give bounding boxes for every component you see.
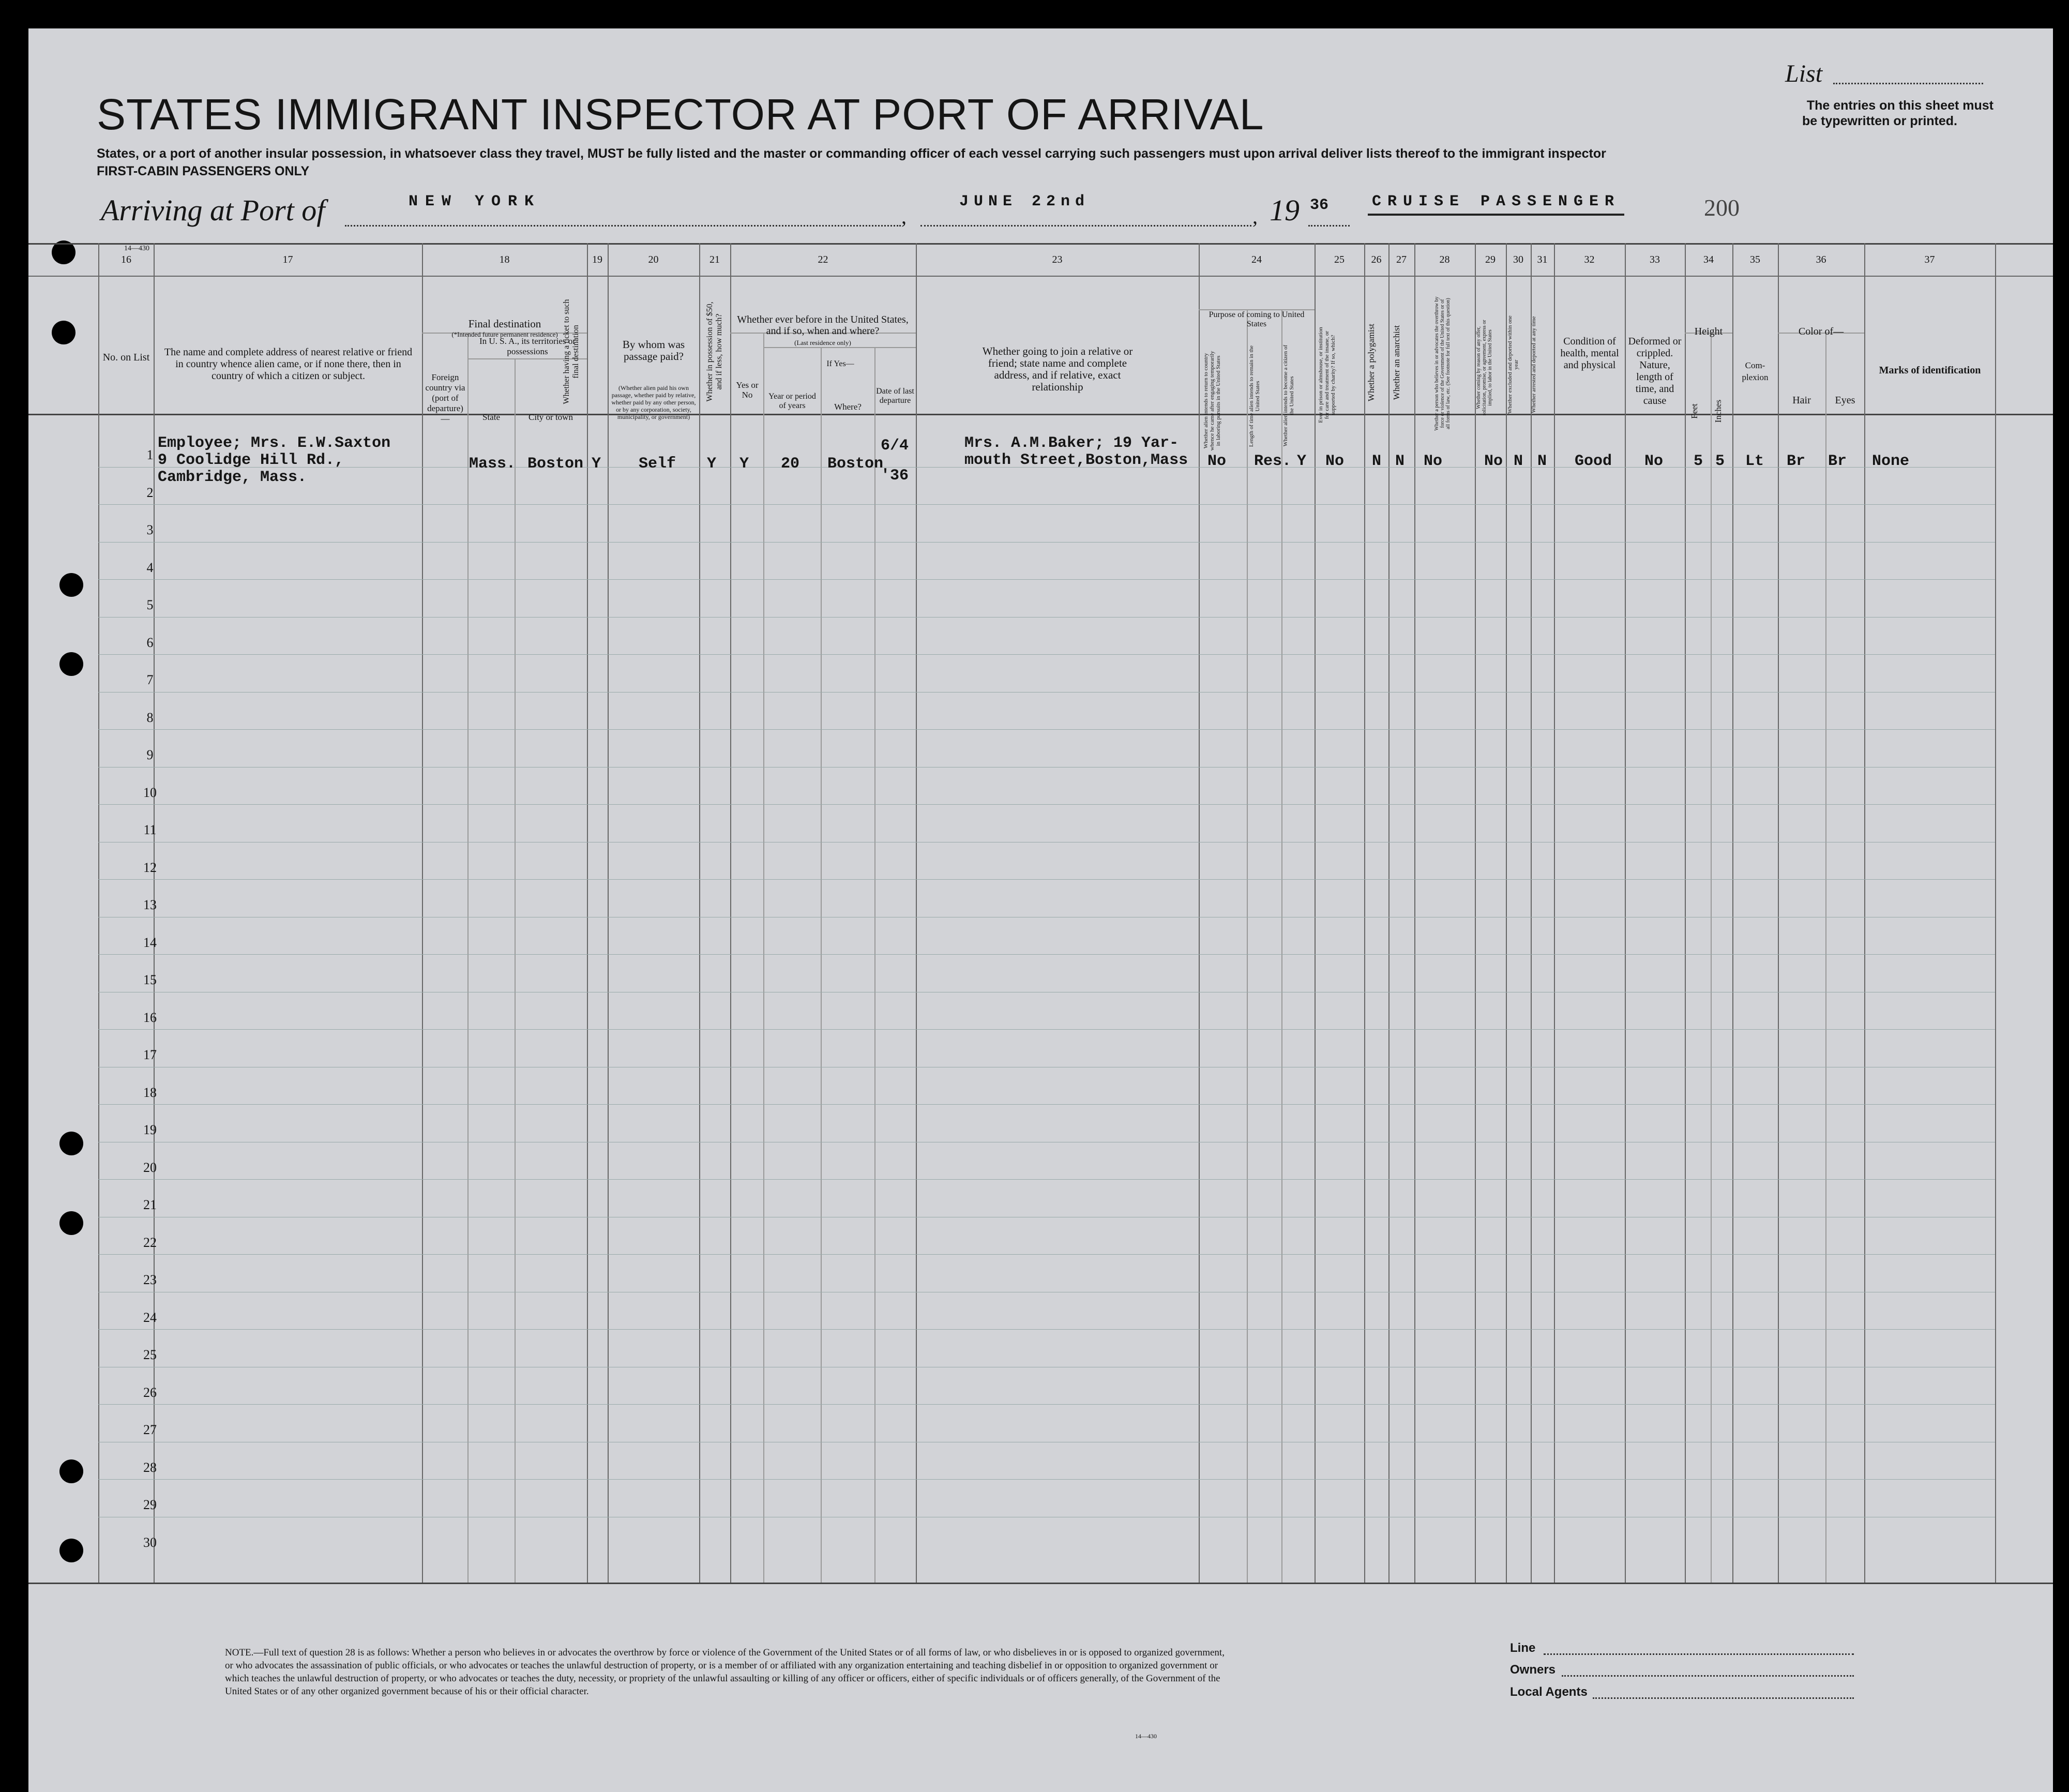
entry-relative-line2: 9 Coolidge Hill Rd.,: [158, 451, 344, 469]
col-line: [763, 334, 764, 1583]
col16-header: No. on List: [102, 352, 150, 363]
col24-return: Whether alien intends to return to country whence he came after engaging temporarily in laboring pursuits in the United States: [1203, 351, 1221, 451]
entry-purpose-return: No: [1207, 453, 1227, 470]
entry-anarchist: N: [1395, 453, 1405, 470]
entry-complexion: Lt: [1745, 453, 1764, 470]
col-number: 31: [1537, 254, 1548, 265]
col-line: [422, 243, 423, 1583]
entry-purpose-length: Res.: [1254, 453, 1292, 470]
col-line: [1864, 243, 1865, 1583]
col25-header: Ever in prison or almshouse, or institution for care and treatment of the insane, or supported by charity? If so, which?: [1318, 327, 1336, 423]
punch-hole: [52, 321, 75, 344]
row-number: 28: [143, 1459, 157, 1475]
entry-purpose-citizen: Y: [1297, 453, 1307, 470]
port-line: [345, 225, 901, 227]
col-line: [1475, 243, 1476, 1583]
col-number: 18: [499, 254, 510, 265]
row-number: 7: [146, 672, 154, 687]
page-title: STATES IMMIGRANT INSPECTOR AT PORT OF ARRIVAL: [97, 90, 1264, 139]
table-bottom-border: [28, 1583, 2053, 1584]
row-rule: [98, 617, 1995, 618]
col-number: 29: [1485, 254, 1496, 265]
year-value: 36: [1310, 197, 1329, 214]
col-number: 32: [1584, 254, 1595, 265]
col-number: 36: [1816, 254, 1826, 265]
col-number: 20: [648, 254, 659, 265]
col37-header: Marks of identification: [1879, 365, 1981, 376]
row-number: 5: [146, 597, 154, 612]
entry-possession-50: Y: [707, 455, 717, 473]
col27-header: Whether an anarchist: [1392, 325, 1401, 400]
col19-header: Whether having a ticket to such final destination: [562, 299, 580, 404]
row-number: 16: [143, 1010, 157, 1025]
entry-hair: Br: [1787, 453, 1806, 470]
col-number: 24: [1251, 254, 1262, 265]
col-line: [608, 243, 609, 1583]
row-number: 21: [143, 1197, 157, 1212]
port-value: NEW YORK: [409, 193, 541, 210]
row-number: 26: [143, 1384, 157, 1400]
manifest-sheet: [28, 28, 2053, 1792]
entry-ticket: Y: [592, 455, 601, 473]
row-rule: [98, 1329, 1995, 1330]
col22-ifyes: If Yes—: [826, 359, 854, 368]
row-rule: [98, 804, 1995, 805]
col-line: [1414, 243, 1415, 1583]
entry-feet: 5: [1694, 453, 1703, 470]
comma: ,: [901, 205, 907, 228]
col22-where: Where?: [834, 402, 862, 412]
first-cabin-label: FIRST-CABIN PASSENGERS ONLY: [97, 164, 310, 178]
row-number: 11: [143, 822, 157, 837]
year-line: [1308, 225, 1350, 227]
row-rule: [98, 1104, 1995, 1105]
col-line: [1554, 243, 1555, 1583]
col33-header: Deformed or crippled. Nature, length of time, and cause: [1628, 336, 1682, 406]
row-number: 17: [143, 1047, 157, 1062]
row-rule: [98, 1254, 1995, 1255]
col31-header: Whether arrested and deported at any time: [1531, 316, 1537, 413]
row-number: 3: [146, 522, 154, 537]
entry-prison: No: [1325, 453, 1345, 470]
col18-state: State: [482, 412, 500, 422]
col-line: [874, 348, 875, 1583]
col34-feet: Feet: [1689, 403, 1699, 419]
year-prefix: 19: [1270, 193, 1300, 227]
table-top-border: [28, 243, 2053, 245]
entry-joining-line1: Mrs. A.M.Baker; 19 Yar-: [964, 434, 1179, 452]
col17-header: The name and complete address of nearest relative or friend in country whence alien came, or if none there, then in country of which a citizen or subject.: [164, 347, 413, 382]
col-number: 26: [1371, 254, 1382, 265]
row-number: 29: [143, 1497, 157, 1512]
row-number: 22: [143, 1234, 157, 1250]
col-line: [699, 243, 700, 1583]
date-line: [920, 225, 1251, 227]
col22-period: Year or period of years: [768, 392, 816, 410]
col-number: 34: [1703, 254, 1714, 265]
row-rule: [98, 1179, 1995, 1180]
col-number: 21: [709, 254, 720, 265]
entry-offer: No: [1484, 453, 1503, 470]
row-number: 9: [146, 747, 154, 762]
row-rule: [98, 654, 1995, 655]
entry-polygamist: N: [1372, 453, 1382, 470]
footer-form-code: 14—430: [1135, 1733, 1157, 1740]
col-line: [1506, 243, 1507, 1583]
col32-header: Condition of health, mental and physical: [1560, 336, 1619, 371]
col18-title: Final destination: [468, 318, 541, 330]
col24-length: Length of time alien intends to remain in the United States: [1248, 345, 1261, 447]
col-line: [821, 348, 822, 1583]
col-line: [1199, 243, 1200, 1583]
col-line: [1364, 243, 1365, 1583]
col30-header: Whether excluded and deported within one year: [1507, 315, 1519, 414]
row-number: 24: [143, 1309, 157, 1325]
page-subtitle: States, or a port of another insular possession, in whatsoever class they travel, MUST be fully listed and the master or commanding officer of each vessel carrying such passengers must upon arrival deliver lists thereof to the immigrant inspector: [97, 146, 1606, 161]
row-number: 10: [143, 785, 157, 800]
entry-arrested: N: [1537, 453, 1547, 470]
entry-city: Boston: [527, 455, 584, 473]
line-label: Line: [1510, 1641, 1536, 1655]
local-agents-field: [1593, 1697, 1854, 1699]
col-line: [1247, 310, 1248, 1583]
col23-header: Whether going to join a relative or friend; state name and complete address, and if relative, exact relationship: [982, 345, 1133, 393]
col-line: [730, 243, 731, 1583]
row-rule: [98, 879, 1995, 880]
col-line: [1778, 243, 1779, 1583]
col-number: 25: [1334, 254, 1345, 265]
col35-header: Com-plexion: [1742, 360, 1769, 382]
punch-hole: [59, 1459, 83, 1483]
col-number: 27: [1396, 254, 1407, 265]
col18-city: City or town: [528, 412, 573, 422]
col24-citizen: Whether alien intends to become a citizen of the United States: [1282, 344, 1295, 447]
col-line: [1315, 243, 1316, 1583]
entry-inches: 5: [1715, 453, 1725, 470]
col-number: 17: [282, 254, 293, 265]
row-rule: [98, 1029, 1995, 1030]
row-rule: [98, 729, 1995, 730]
col18-usa: In U. S. A., its territories or possessions: [479, 336, 576, 356]
col-line: [1388, 243, 1390, 1583]
col29-header: Whether coming by reason of any offer, solicitation, promise, or agreement, express or implied, to labor in the United States: [1476, 320, 1493, 416]
entry-joining-line2: mouth Street,Boston,Mass: [964, 451, 1188, 469]
list-number-line: [1833, 83, 1983, 84]
row-number: 30: [143, 1534, 157, 1550]
entry-period: 20: [781, 455, 800, 473]
col-number: 28: [1439, 254, 1450, 265]
colnum-border: [28, 276, 2053, 277]
col-number: 22: [818, 254, 828, 265]
row-number: 12: [143, 860, 157, 875]
entry-before-yes-no: Y: [739, 455, 749, 473]
entry-last-departure-1: 6/4: [881, 437, 909, 455]
col-number: 19: [592, 254, 602, 265]
col36-hair: Hair: [1792, 395, 1811, 406]
comma: ,: [1252, 205, 1258, 228]
entry-paid-by: Self: [639, 455, 676, 473]
punch-hole: [59, 1539, 83, 1562]
entry-where: Boston: [827, 455, 884, 473]
col18-note: (*Intended future permanent residence): [451, 330, 558, 338]
entry-last-departure-2: '36: [881, 467, 909, 485]
col-line: [587, 243, 588, 1583]
row-rule: [98, 954, 1995, 955]
entry-eyes: Br: [1828, 453, 1847, 470]
col20-title: By whom was passage paid?: [622, 338, 685, 363]
col20-note: (Whether alien paid his own passage, whether paid by relative, whether paid by any other person, or by any corporation, society, municipality, or government): [611, 384, 696, 420]
col-line: [98, 243, 99, 1583]
row-number: 1: [146, 447, 154, 462]
form-code: 14—430: [124, 245, 149, 252]
line-field: [1544, 1653, 1854, 1655]
entry-marks: None: [1872, 453, 1910, 470]
col-line: [1995, 243, 1996, 1583]
date-value: JUNE 22nd: [959, 193, 1090, 210]
arriving-label: Arriving at Port of: [101, 193, 325, 227]
entry-overthrow: No: [1424, 453, 1443, 470]
col21-header: Whether in possession of $50, and if less, how much?: [705, 302, 723, 402]
entry-state: Mass.: [469, 455, 516, 473]
col-line: [1281, 310, 1282, 1583]
col22-title: Whether ever before in the United States, and if so, when and where?: [737, 314, 909, 337]
col-line: [916, 243, 917, 1583]
col22-yesno: Yes or No: [736, 380, 759, 400]
punch-hole: [59, 1132, 83, 1155]
row-number: 15: [143, 972, 157, 987]
col24-title: Purpose of coming to United States: [1209, 310, 1305, 328]
owners-label: Owners: [1510, 1663, 1556, 1677]
col-line: [1625, 243, 1626, 1583]
row-number: 4: [146, 560, 154, 575]
col26-header: Whether a polygamist: [1366, 323, 1376, 402]
list-label: List: [1785, 60, 1823, 87]
header-bottom-border: [28, 414, 2053, 415]
col-line: [1711, 334, 1712, 1583]
subheader-line: [763, 347, 916, 348]
row-number: 20: [143, 1159, 157, 1175]
col-number: 23: [1052, 254, 1063, 265]
footnote: NOTE.—Full text of question 28 is as follows: Whether a person who believes in or advocates the overthrow by force or violence of the Government of the United States or of all forms of law, or who disbelieves in or is opposed to organized government, or who advocates the assassination of public officials, or who advocates or teaches the unlawful destruction of property, or is a member of or affiliated with any organization entertaining and teaching disbelief in or opposition to organized government or which teaches the unlawful destruction of property, or who advocates or teaches the duty, necessity, or propriety of the unlawful assaulting or killing of any officer or officers, either of specific individuals or of officers generally, of the Government of the United States or of any other organized government because of his or their official character.: [225, 1647, 1225, 1697]
row-number: 19: [143, 1122, 157, 1137]
local-agents-label: Local Agents: [1510, 1685, 1588, 1699]
col-line: [1825, 334, 1826, 1583]
typewritten-note-1: The entries on this sheet must: [1806, 98, 1994, 113]
col-number: 35: [1750, 254, 1760, 265]
col-number: 16: [121, 254, 131, 265]
entry-relative-line3: Cambridge, Mass.: [158, 469, 307, 486]
row-number: 2: [146, 485, 154, 500]
punch-hole: [59, 652, 83, 676]
col18-foreign: Foreign country via (port of departure)—: [425, 372, 465, 424]
col36-title: Color of—: [1798, 326, 1844, 337]
row-number: 27: [143, 1422, 157, 1437]
class-value: CRUISE PASSENGER: [1368, 193, 1624, 216]
row-number: 18: [143, 1085, 157, 1100]
col36-eyes: Eyes: [1835, 395, 1855, 406]
row-number: 14: [143, 935, 157, 950]
col-number: 37: [1924, 254, 1935, 265]
col28-header: Whether a person who believes in or advocates the overthrow by force or violence of the Government of the United States or of all forms of law, etc. (See footnote for full text of this question): [1434, 296, 1451, 431]
row-rule: [98, 504, 1995, 505]
entry-relative-line1: Employee; Mrs. E.W.Saxton: [158, 434, 391, 452]
typewritten-note-2: be typewritten or printed.: [1802, 114, 1957, 128]
row-rule: [98, 579, 1995, 580]
col22-date: Date of last departure: [876, 387, 914, 405]
punch-hole: [59, 1211, 83, 1235]
col-line: [467, 334, 469, 1583]
col-number: 30: [1513, 254, 1523, 265]
row-number: 6: [146, 635, 154, 650]
col-line: [1732, 243, 1733, 1583]
col-number: 33: [1650, 254, 1660, 265]
col-line: [1531, 243, 1532, 1583]
entry-health: Good: [1575, 453, 1612, 470]
row-number: 13: [143, 897, 157, 912]
col-line: [154, 243, 155, 1583]
row-rule: [98, 1404, 1995, 1405]
row-number: 25: [143, 1347, 157, 1362]
row-rule: [98, 1479, 1995, 1480]
row-rule: [98, 542, 1995, 543]
col-line: [515, 359, 516, 1583]
entry-deformed: No: [1644, 453, 1664, 470]
col34-title: Height: [1694, 326, 1723, 337]
owners-field: [1562, 1675, 1854, 1677]
entry-excluded: N: [1514, 453, 1523, 470]
col-line: [1685, 243, 1686, 1583]
row-number: 23: [143, 1272, 157, 1287]
punch-hole: [59, 573, 83, 597]
col22-note: (Last residence only): [794, 339, 851, 347]
page-number: 200: [1704, 194, 1740, 221]
col34-inches: Inches: [1713, 399, 1723, 423]
row-number: 8: [146, 710, 154, 725]
